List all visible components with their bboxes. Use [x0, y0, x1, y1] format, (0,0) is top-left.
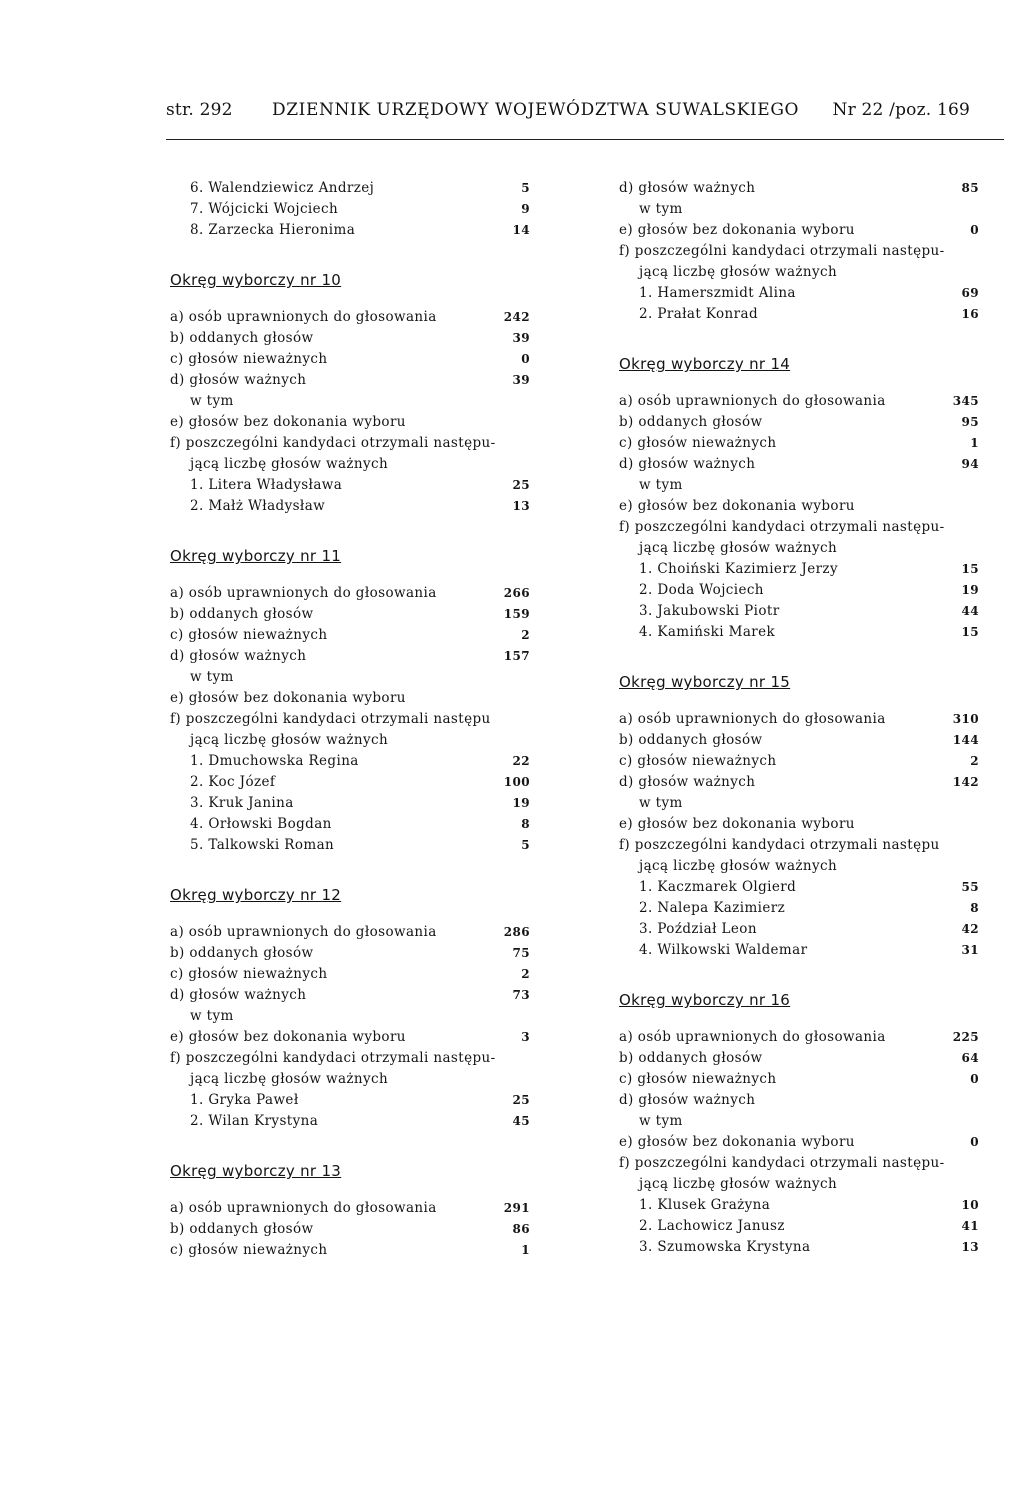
no-choice-row: e) głosów bez dokonania wyboru [170, 690, 406, 706]
candidates-intro-cont: jącą liczbę głosów ważnych [190, 732, 389, 748]
valid-votes-row: d) głosów ważnych 157 [170, 648, 530, 664]
eligible-voters-row: a) osób uprawnionych do głosowania 310 [619, 711, 979, 727]
candidate-row: 2. Małż Władysław 13 [190, 498, 530, 514]
no-choice-row: e) głosów bez dokonania wyboru 3 [170, 1029, 530, 1045]
of-which-label: w tym [190, 393, 234, 409]
invalid-votes-row: c) głosów nieważnych 1 [170, 1242, 530, 1258]
district-13-heading: Okręg wyborczy nr 13 [170, 1162, 342, 1180]
candidates-intro: f) poszczególni kandydaci otrzymali następu [170, 711, 491, 727]
no-choice-row: e) głosów bez dokonania wyboru [619, 498, 855, 514]
candidates-intro: f) poszczególni kandydaci otrzymali następu- [170, 435, 496, 451]
valid-votes-row: d) głosów ważnych 39 [170, 372, 530, 388]
district-11-heading: Okręg wyborczy nr 11 [170, 547, 342, 565]
invalid-votes-row: c) głosów nieważnych 0 [170, 351, 530, 367]
candidate-row: 2. Doda Wojciech 19 [639, 582, 979, 598]
candidate-row: 3. Szumowska Krystyna 13 [639, 1239, 979, 1255]
invalid-votes-row: c) głosów nieważnych 1 [619, 435, 979, 451]
candidate-row: 4. Wilkowski Waldemar 31 [639, 942, 979, 958]
candidates-intro-cont: jącą liczbę głosów ważnych [639, 540, 838, 556]
candidate-row: 2. Nalepa Kazimierz 8 [639, 900, 979, 916]
of-which-label: w tym [190, 669, 234, 685]
candidates-intro: f) poszczególni kandydaci otrzymali następu- [170, 1050, 496, 1066]
candidates-intro: f) poszczególni kandydaci otrzymali następu- [619, 1155, 945, 1171]
candidate-row: 1. Hamerszmidt Alina 69 [639, 285, 979, 301]
of-which-label: w tym [639, 201, 683, 217]
valid-votes-row: d) głosów ważnych [619, 1092, 756, 1108]
candidates-intro-cont: jącą liczbę głosów ważnych [639, 264, 838, 280]
valid-votes-row: d) głosów ważnych 85 [619, 180, 979, 196]
candidate-row: 6. Walendziewicz Andrzej 5 [190, 180, 530, 196]
candidate-row: 1. Gryka Paweł 25 [190, 1092, 530, 1108]
eligible-voters-row: a) osób uprawnionych do głosowania 242 [170, 309, 530, 325]
right-column [619, 178, 979, 1258]
candidates-intro: f) poszczególni kandydaci otrzymali następu- [619, 519, 945, 535]
valid-votes-row: d) głosów ważnych 142 [619, 774, 979, 790]
district-15-heading: Okręg wyborczy nr 15 [619, 673, 791, 691]
votes-cast-row: b) oddanych głosów 64 [619, 1050, 979, 1066]
district-14-heading: Okręg wyborczy nr 14 [619, 355, 791, 373]
candidate-row: 1. Kaczmarek Olgierd 55 [639, 879, 979, 895]
candidate-row: 1. Litera Władysława 25 [190, 477, 530, 493]
invalid-votes-row: c) głosów nieważnych 2 [170, 966, 530, 982]
candidate-row: 4. Orłowski Bogdan 8 [190, 816, 530, 832]
candidate-row: 3. Poździał Leon 42 [639, 921, 979, 937]
candidate-row: 2. Wilan Krystyna 45 [190, 1113, 530, 1129]
eligible-voters-row: a) osób uprawnionych do głosowania 225 [619, 1029, 979, 1045]
candidates-intro: f) poszczególni kandydaci otrzymali następu [619, 837, 940, 853]
issue-reference: Nr 22 /poz. 169 [832, 100, 970, 120]
district-12-heading: Okręg wyborczy nr 12 [170, 886, 342, 904]
candidate-row: 4. Kamiński Marek 15 [639, 624, 979, 640]
valid-votes-row: d) głosów ważnych 73 [170, 987, 530, 1003]
invalid-votes-row: c) głosów nieważnych 2 [619, 753, 979, 769]
votes-cast-row: b) oddanych głosów 86 [170, 1221, 530, 1237]
header-divider [166, 139, 1004, 140]
votes-cast-row: b) oddanych głosów 95 [619, 414, 979, 430]
eligible-voters-row: a) osób uprawnionych do głosowania 345 [619, 393, 979, 409]
left-column [170, 178, 530, 1261]
candidates-intro-cont: jącą liczbę głosów ważnych [190, 456, 389, 472]
candidate-row: 2. Prałat Konrad 16 [639, 306, 979, 322]
of-which-label: w tym [639, 477, 683, 493]
district-10-heading: Okręg wyborczy nr 10 [170, 271, 342, 289]
eligible-voters-row: a) osób uprawnionych do głosowania 286 [170, 924, 530, 940]
candidates-intro-cont: jącą liczbę głosów ważnych [639, 1176, 838, 1192]
votes-cast-row: b) oddanych głosów 159 [170, 606, 530, 622]
no-choice-row: e) głosów bez dokonania wyboru 0 [619, 1134, 979, 1150]
candidates-intro-cont: jącą liczbę głosów ważnych [190, 1071, 389, 1087]
no-choice-row: e) głosów bez dokonania wyboru [170, 414, 406, 430]
invalid-votes-row: c) głosów nieważnych 2 [170, 627, 530, 643]
candidate-row: 3. Jakubowski Piotr 44 [639, 603, 979, 619]
candidate-row: 5. Talkowski Roman 5 [190, 837, 530, 853]
candidate-row: 3. Kruk Janina 19 [190, 795, 530, 811]
candidates-intro-cont: jącą liczbę głosów ważnych [639, 858, 838, 874]
votes-cast-row: b) oddanych głosów 144 [619, 732, 979, 748]
candidates-intro: f) poszczególni kandydaci otrzymali następu- [619, 243, 945, 259]
page-header [166, 100, 1004, 130]
candidate-row: 1. Dmuchowska Regina 22 [190, 753, 530, 769]
eligible-voters-row: a) osób uprawnionych do głosowania 291 [170, 1200, 530, 1216]
of-which-label: w tym [190, 1008, 234, 1024]
votes-cast-row: b) oddanych głosów 75 [170, 945, 530, 961]
eligible-voters-row: a) osób uprawnionych do głosowania 266 [170, 585, 530, 601]
no-choice-row: e) głosów bez dokonania wyboru 0 [619, 222, 979, 238]
candidate-row: 2. Koc Józef 100 [190, 774, 530, 790]
district-16-heading: Okręg wyborczy nr 16 [619, 991, 791, 1009]
votes-cast-row: b) oddanych głosów 39 [170, 330, 530, 346]
of-which-label: w tym [639, 1113, 683, 1129]
candidate-row: 7. Wójcicki Wojciech 9 [190, 201, 530, 217]
of-which-label: w tym [639, 795, 683, 811]
page-number: str. 292 [166, 100, 233, 120]
candidate-row: 1. Choiński Kazimierz Jerzy 15 [639, 561, 979, 577]
invalid-votes-row: c) głosów nieważnych 0 [619, 1071, 979, 1087]
candidate-row: 2. Lachowicz Janusz 41 [639, 1218, 979, 1234]
candidate-row: 1. Klusek Grażyna 10 [639, 1197, 979, 1213]
valid-votes-row: d) głosów ważnych 94 [619, 456, 979, 472]
candidate-row: 8. Zarzecka Hieronima 14 [190, 222, 530, 238]
journal-title: DZIENNIK URZĘDOWY WOJEWÓDZTWA SUWALSKIEGO [272, 100, 800, 120]
no-choice-row: e) głosów bez dokonania wyboru [619, 816, 855, 832]
